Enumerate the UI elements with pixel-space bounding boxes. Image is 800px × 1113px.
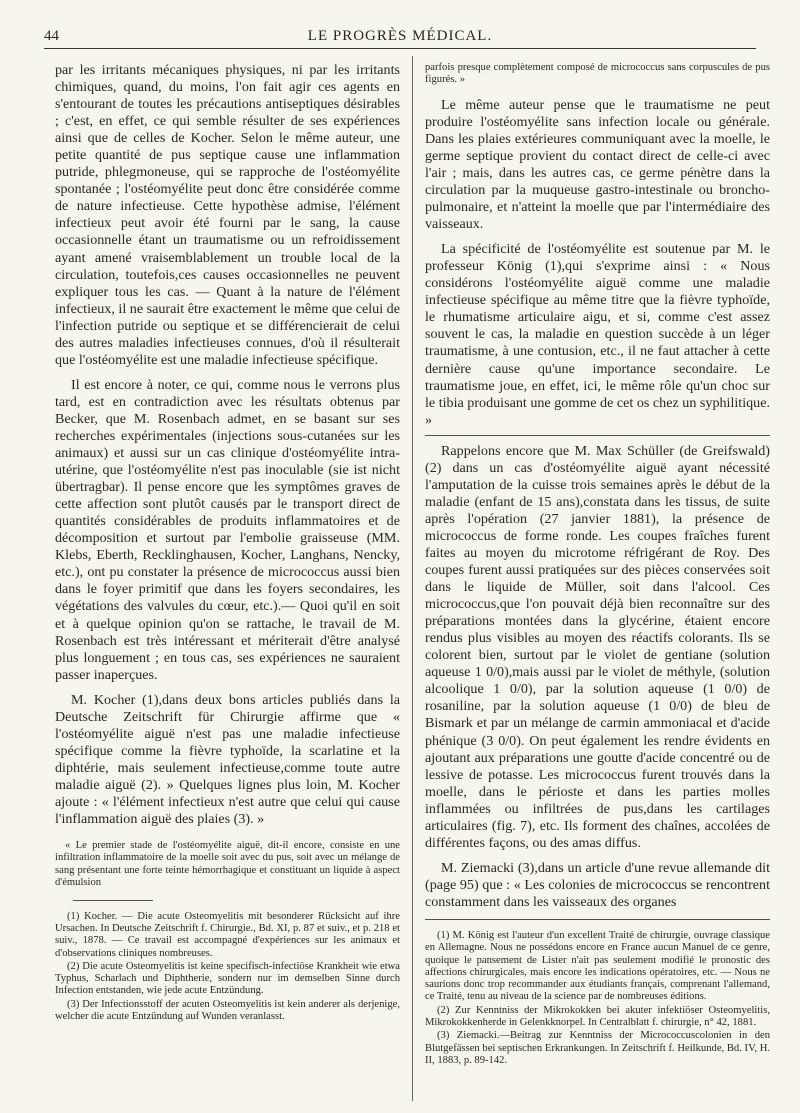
body-paragraph: par les irritants mécaniques physiques, ni par les irritants chimiques, quand, du moins, l'on fait agir ces agents en s'entourant de toutes les précautions antiseptiques désirables ; c'est, en effet, ce qui semble résulter de ses expériences ainsi que de celles de Kocher. Selon le même auteur, une petite quantité de pus septique cause une inflammation putride, phlegmoneuse, qui se rapproche de l'ostéomyélite spontanée ; l'ostéomyélite peut donc être considérée comme de nature infectieuse. Cette hypothèse admise, l'élément infectieux peut avoir été fourni par le sang, la cause occasionnelle étant un traumatisme ou un refroidissement ayant amené vraisemblablement un trouble local de la circulation, toutefois,ces causes occasionnelles ne peuvent expliquer tous les cas. — Quant à la nature de l'élément infectieux, il ne saurait être exactement le même que celui de l'infection putride ou septique et se différencierait de celui des autres maladies infectieuses connues, d'où il résulterait que l'ostéomyélite est une maladie infectieuse spécifique. bbox=[55, 62, 400, 368]
body-paragraph: Rappelons encore que M. Max Schüller (de Greifswald) (2) dans un cas d'ostéomyélite aiguë ayant nécessité l'amputation de la cuisse trois semaines après le début de la maladie (enfant de 15 ans),constata dans les tissus, de suite après l'opération (27 janvier 1881), la présence de micrococcus de forme ronde. Les coupes fraîches furent faites au moyen du microtome réfrigérant de Roy. Des coupes furent aussi pratiquées sur des pièces conservées soit dans le liquide de Müller, soit dans l'alcool. Ces micrococcus,que l'on pouvait déjà bien reconnaître sur des préparations montées dans la glycérine, étaient encore rendus plus visibles au moyen des réactifs colorants. Ils se colorent bien, surtout par le violet de gentiane (solution aqueuse 1 0/0),mais aussi par le violet de méthyle, (solution alcoolique 1 0/0), par la solution aqueuse (1 0/0) de rosaniline, par la solution aqueuse (1 0/0) de bleu de Bismark et par un mélange de carmin ammoniacal et d'acide phénique (3 0/0). On peut également les rendre évidents en ajoutant aux préparations une goutte d'acide concentré ou de lessive de potasse. Les micrococcus furent trouvés dans la moelle, dans le périoste et dans les parties molles inflammées ou infiltrées de pus,dans les cartilages articulaires (fig. 7), etc. Ils forment des chaînes, accolées de différentes façons, ou des amas diffus. bbox=[425, 442, 770, 851]
right-body-2 bbox=[425, 443, 770, 911]
right-footnotes bbox=[425, 930, 770, 1067]
footnote: (1) M. König est l'auteur d'un excellent Traité de chirurgie, ouvrage classique en Allemagne. Nous ne possédons encore en France aucun Manuel de ce genre, quoique le pansement de Lister n'ait pas seulement modifié le pronostic des affections chirurgicales, mais encore les indications opératoires, etc. — Nous ne saurions donc trop recommander aux étudiants français, comprenant l'allemand, ce Traité, tenu au niveau de la science par de nombreuses éditions. bbox=[425, 929, 770, 1003]
quoted-passage bbox=[55, 840, 400, 890]
right-column bbox=[425, 62, 770, 1067]
left-body bbox=[55, 62, 400, 828]
footnote: (2) Die acute Osteomyelitis ist keine specifisch-infectiöse Krankheit wie etwa Typhus, Scharlach und Diphtherie, sondern nur im demselben Sinne durch Infection entstanden, wie jede acute Entzündung. bbox=[55, 960, 400, 997]
body-paragraph: La spécificité de l'ostéomyélite est soutenue par M. le professeur König (1),qui s'exprime ainsi : « Nous considérons l'ostéomyélite aiguë comme une maladie infectieuse spécifique au même titre que la fièvre typhoïde, le rhumatisme articulaire aigu, et si, comme c'est assez souvent le cas, la maladie en question succède à un léger traumatisme, à une contusion, etc., il ne faut attacher à cette dernière cause qu'une importance secondaire. Le traumatisme joue, en effet, ici, le même rôle qu'un choc sur le tibia produisant une gomme de cet os chez un syphilitique. » bbox=[425, 241, 770, 428]
quote-text: parfois presque complètement composé de micrococcus sans corpuscules de pus figurés. » bbox=[425, 62, 770, 86]
footnote: (3) Der Infectionsstoff der acuten Osteomyelitis ist kein anderer als derjenige, welcher die acute Entzündung auf Wunden veranlasst. bbox=[55, 998, 400, 1023]
footnote-rule bbox=[425, 919, 770, 920]
quote-continuation bbox=[425, 62, 770, 87]
quote-text: « Le premier stade de l'ostéomyélite aiguë, dit-il encore, consiste en une infiltration inflammatoire de la moelle soit avec du pus, soit avec un mélange de sang présentant une forte teinte hémorrhagique et constituant un liquide à aspect d'émulsion bbox=[55, 840, 400, 889]
page-header bbox=[44, 26, 756, 49]
footnote: (3) Ziemacki.—Beitrag zur Kenntniss der Micrococcuscolonien in den Blutgefässen bei septischen Erkrankungen. In Zeitschrift f. Heilkunde, Bd. IV, H. II, 1883, p. 89-142. bbox=[425, 1030, 770, 1066]
body-paragraph: Il est encore à noter, ce qui, comme nous le verrons plus tard, est en contradiction avec les résultats obtenus par Becker, que M. Rosenbach admet, en se basant sur ses recherches expérimentales (injections sous-cutanées sur les animaux) et aussi sur un cas clinique d'ostéomyélite intra-utérine, que l'ostéomyélite n'est pas inoculable (sie ist nicht übertragbar). Il pense encore que les symptômes graves de cette affection sont plutôt causés par le transport direct de quantités considérables de produits inflammatoires et de décomposition et surtout par l'embolie graisseuse (MM. Klebs, Eberth, Recklinghausen, Kocher, Langhans, Nencky, etc.), ont pu constater la présence de micrococcus aussi bien dans le foyer primitif que dans les foyers secondaires, les végétations des valvules du cœur, etc.).— Quoi qu'il en soit et à quelque opinion qu'on se rattache, le travail de M. Rosenbach est très intéressant et mériterait d'être analysé plus longuement ; en tous cas, ses expériences ne sauraient passer inaperçues. bbox=[55, 376, 400, 683]
footnote-rule bbox=[73, 900, 153, 901]
body-paragraph: M. Ziemacki (3),dans un article d'une revue allemande dit (page 95) que : « Les colonies de micrococcus se rencontrent constamment dans les vaisseaux des organes bbox=[425, 859, 770, 910]
left-column bbox=[55, 62, 400, 1023]
footnote: (1) Kocher. — Die acute Osteomyelitis mit besonderer Rücksicht auf ihre Ursachen. In Deutsche Zeitschrift f. Chirurgie., Bd. XI, p. 87 et suiv., et p. 218 et suiv., 1878. — Ce travail est accompagné d'expériences sur les animaux et d'observations cliniques nombreuses. bbox=[55, 910, 400, 959]
journal-title: LE PROGRÈS MÉDICAL. bbox=[307, 28, 493, 44]
right-body bbox=[425, 97, 770, 429]
footnote: (2) Zur Kenntniss der Mikrokokken bei akuter infektiöser Osteomyelitis, Mikrokokkenherde in Gelenkknorpel. In Centralblatt f. chirurgie, n° 42, 1881. bbox=[425, 1004, 770, 1029]
column-divider bbox=[412, 56, 413, 1101]
body-paragraph: Le même auteur pense que le traumatisme ne peut produire l'ostéomyélite sans infection locale ou générale. Dans les plaies extérieures communiquant avec la moelle, le germe septique provient du contact direct de celle-ci avec l'air ; mais, dans les autres cas, ce germe pénètre dans la circulation par la muqueuse gastro-intestinale ou broncho-pulmonaire, et n'atteint la moelle que par l'intermédiaire des vaisseaux. bbox=[425, 96, 770, 233]
body-paragraph: M. Kocher (1),dans deux bons articles publiés dans la Deutsche Zeitschrift für Chirurgie affirme que « l'ostéomyélite aiguë n'est pas une maladie infectieuse spécifique comme la fièvre typhoïde, la scarlatine et la diphtérie, mais seulement infectieuse,comme toute autre maladie aiguë (2). » Quelques lignes plus loin, M. Kocher ajoute : « l'élément infectieux n'est autre que celui qui cause l'inflammation aiguë des plaies (3). » bbox=[55, 691, 400, 828]
page-number: 44 bbox=[44, 28, 59, 44]
section-rule bbox=[425, 435, 770, 436]
left-footnotes bbox=[55, 911, 400, 1024]
